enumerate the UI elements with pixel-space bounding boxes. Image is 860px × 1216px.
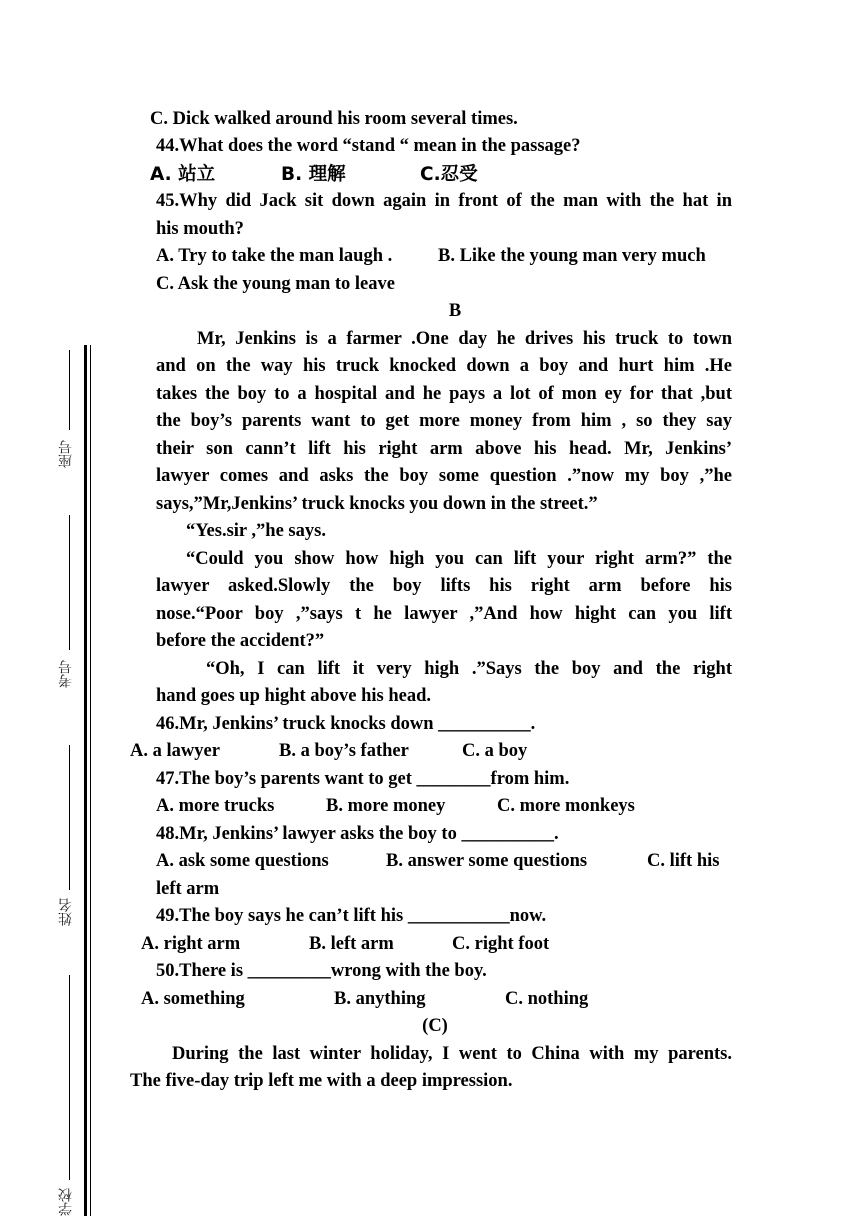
- seat-number-label: 座号: [58, 440, 74, 468]
- passage-b-line-2: and on the way his truck knocked down a boy and hurt him .He: [156, 356, 732, 376]
- option-44c: C.忍受: [420, 164, 478, 185]
- name-label: 姓名: [58, 898, 74, 926]
- option-44a: A. 站立: [150, 164, 216, 185]
- passage-c-line-1: During the last winter holiday, I went to China with my parents.: [172, 1044, 732, 1064]
- option-47a: A. more trucks: [156, 796, 275, 816]
- seat-number-blank: [69, 350, 70, 430]
- question-44: 44.What does the word “stand “ mean in the passage?: [156, 136, 581, 156]
- option-45a: A. Try to take the man laugh .: [156, 246, 393, 266]
- exam-number-blank: [69, 515, 70, 650]
- question-49: 49.The boy says he can’t lift his ___________now.: [156, 906, 547, 926]
- binding-line-thick: [84, 345, 87, 1216]
- passage-b-line-9: “Could you show how high you can lift your right arm?” the: [186, 549, 732, 569]
- option-48c: C. lift his: [647, 851, 720, 871]
- name-blank: [69, 745, 70, 890]
- question-46: 46.Mr, Jenkins’ truck knocks down __________.: [156, 714, 536, 734]
- passage-b-line-10: lawyer asked.Slowly the boy lifts his right arm before his: [156, 576, 732, 596]
- question-48: 48.Mr, Jenkins’ lawyer asks the boy to __________.: [156, 824, 559, 844]
- option-43c: C. Dick walked around his room several times.: [150, 109, 518, 129]
- option-50c: C. nothing: [505, 989, 589, 1009]
- option-49b: B. left arm: [309, 934, 394, 954]
- question-47: 47.The boy’s parents want to get ________from him.: [156, 769, 570, 789]
- question-50: 50.There is _________wrong with the boy.: [156, 961, 487, 981]
- passage-b-line-5: their son cann’t lift his right arm above his head. Mr, Jenkins’: [156, 439, 732, 459]
- option-50a: A. something: [141, 989, 245, 1009]
- passage-b-line-3: takes the boy to a hospital and he pays a lot of mon ey for that ,but: [156, 384, 732, 404]
- passage-c-line-2: The five-day trip left me with a deep impression.: [130, 1071, 513, 1091]
- option-46a: A. a lawyer: [130, 741, 220, 761]
- option-48a: A. ask some questions: [156, 851, 329, 871]
- option-47c: C. more monkeys: [497, 796, 635, 816]
- passage-b-line-11: nose.“Poor boy ,”says t he lawyer ,”And how hight can you lift: [156, 604, 732, 624]
- section-b-heading: B: [448, 301, 462, 321]
- passage-b-line-6: lawyer comes and asks the boy some question .”now my boy ,”he: [156, 466, 732, 486]
- passage-b-line-7: says,”Mr,Jenkins’ truck knocks you down in the street.”: [156, 494, 598, 514]
- passage-b-line-13: “Oh, I can lift it very high .”Says the boy and the right: [206, 659, 732, 679]
- question-45: 45.Why did Jack sit down again in front of the man with the hat in: [156, 191, 732, 211]
- question-45-cont: his mouth?: [156, 219, 244, 239]
- passage-b-line-4: the boy’s parents want to get more money from him , so they say: [156, 411, 732, 431]
- passage-b-line-12: before the accident?”: [156, 631, 325, 651]
- school-label: 学校: [58, 1188, 74, 1216]
- option-47b: B. more money: [326, 796, 446, 816]
- school-blank: [69, 975, 70, 1180]
- option-49a: A. right arm: [141, 934, 241, 954]
- option-48c-cont: left arm: [156, 879, 220, 899]
- option-49c: C. right foot: [452, 934, 550, 954]
- option-44b: B. 理解: [281, 164, 346, 185]
- binding-line-thin: [90, 345, 91, 1216]
- option-46c: C. a boy: [462, 741, 528, 761]
- passage-b-line-8: “Yes.sir ,”he says.: [186, 521, 326, 541]
- option-46b: B. a boy’s father: [279, 741, 409, 761]
- passage-b-line-14: hand goes up hight above his head.: [156, 686, 432, 706]
- passage-b-line-1: Mr, Jenkins is a farmer .One day he drives his truck to town: [197, 329, 732, 349]
- section-c-heading: (C): [422, 1016, 448, 1036]
- option-48b: B. answer some questions: [386, 851, 588, 871]
- option-45b: B. Like the young man very much: [438, 246, 706, 266]
- exam-number-label: 考号: [58, 660, 74, 688]
- option-50b: B. anything: [334, 989, 426, 1009]
- option-45c: C. Ask the young man to leave: [156, 274, 395, 294]
